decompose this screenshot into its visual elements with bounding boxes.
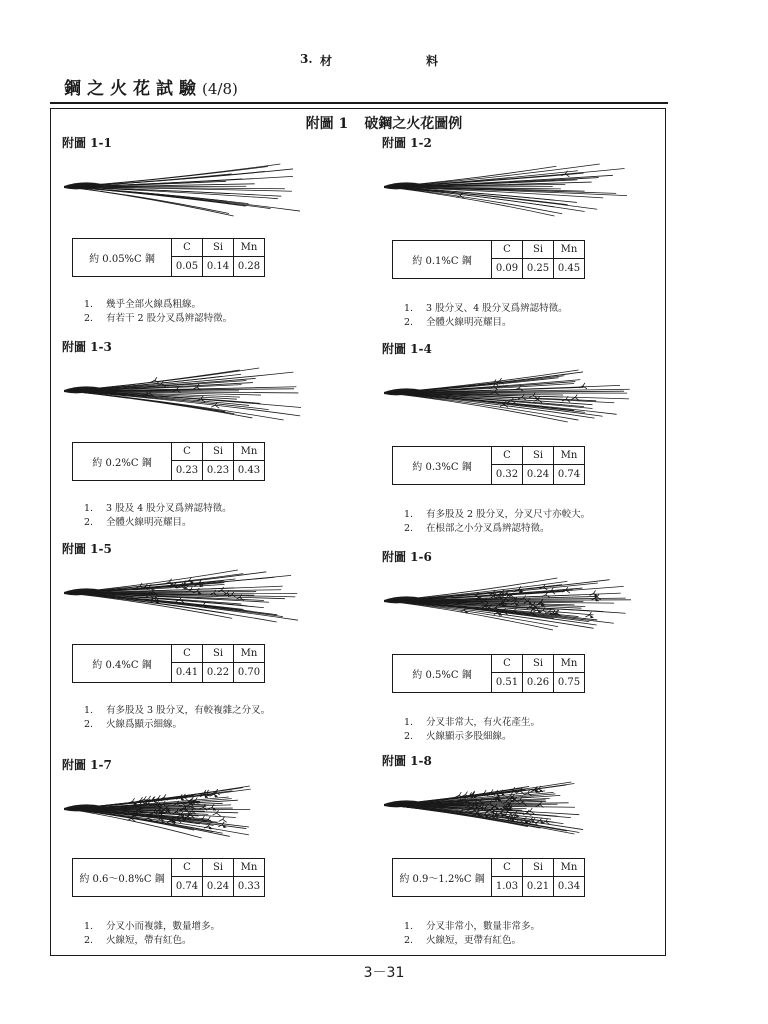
note-number: 1. [404, 303, 414, 314]
composition-table [72, 858, 265, 897]
panel-notes [84, 298, 232, 326]
panel-notes [404, 302, 568, 330]
value-si: 0.21 [523, 877, 554, 897]
spark-stream-illustration [62, 780, 322, 840]
section-title [64, 74, 238, 100]
note-item [404, 920, 540, 934]
note-number: 2. [84, 517, 94, 528]
page-number: 3－31 [363, 965, 405, 981]
note-number: 1. [404, 717, 414, 728]
value-si: 0.25 [523, 259, 554, 279]
col-header-c: C [492, 859, 523, 877]
note-number: 1. [404, 509, 414, 520]
note-text: 分叉非常小，數量非常多。 [426, 921, 541, 932]
note-text: 有多股及 3 股分叉，有較複雜之分叉。 [106, 705, 271, 716]
note-number: 1. [84, 921, 94, 932]
col-header-c: C [172, 239, 203, 257]
col-header-mn: Mn [234, 239, 265, 257]
col-header-mn: Mn [234, 443, 265, 461]
note-number: 1. [84, 299, 94, 310]
header-rule [50, 102, 668, 104]
panel-label-prefix: 附圖 1-3 [62, 340, 112, 354]
col-header-c: C [492, 241, 523, 259]
note-item [84, 312, 232, 326]
panel-notes [404, 920, 540, 948]
panel-label [382, 752, 438, 769]
col-header-mn: Mn [554, 859, 585, 877]
panel-label [62, 134, 118, 151]
section-title-text: 鋼之火花試驗 [64, 79, 202, 99]
note-text: 3 股及 4 股分叉爲辨認特徵。 [106, 503, 232, 514]
col-header-mn: Mn [554, 241, 585, 259]
value-si: 0.22 [203, 663, 234, 683]
note-text: 全體火線明亮耀目。 [106, 517, 192, 528]
value-mn: 0.33 [234, 877, 265, 897]
note-text: 火線短，帶有紅色。 [106, 935, 192, 946]
composition-table [392, 654, 585, 693]
chapter-title-char-1: 材 [320, 54, 333, 68]
running-header [0, 52, 768, 70]
steel-grade: 約 0.5%C 鋼 [393, 655, 492, 693]
note-item [404, 716, 540, 730]
value-si: 0.23 [203, 461, 234, 481]
section-fraction: (4/8) [202, 80, 238, 98]
spark-stream-illustration [62, 564, 322, 624]
panel-label [62, 756, 118, 773]
spark-panel [382, 134, 682, 334]
col-header-c: C [492, 655, 523, 673]
panel-notes [404, 508, 590, 536]
spark-stream-illustration [382, 158, 642, 218]
value-mn: 0.34 [554, 877, 585, 897]
note-item [404, 316, 568, 330]
value-c: 0.23 [172, 461, 203, 481]
note-number: 2. [404, 523, 414, 534]
composition-table [72, 442, 265, 481]
note-item [84, 298, 232, 312]
note-text: 幾乎全部火線爲粗線。 [106, 299, 202, 310]
steel-grade: 約 0.05%C 鋼 [73, 239, 172, 277]
note-item [404, 522, 590, 536]
note-number: 1. [404, 921, 414, 932]
value-mn: 0.74 [554, 465, 585, 485]
panel-label-prefix: 附圖 1-1 [62, 136, 112, 150]
panel-label [62, 540, 118, 557]
note-item [84, 502, 232, 516]
chapter-number: 3. [300, 52, 313, 66]
col-header-mn: Mn [554, 655, 585, 673]
note-item [84, 516, 232, 530]
col-header-si: Si [203, 645, 234, 663]
col-header-c: C [172, 645, 203, 663]
panel-label-prefix: 附圖 1-2 [382, 136, 432, 150]
panel-label-prefix: 附圖 1-8 [382, 754, 432, 768]
note-number: 2. [84, 313, 94, 324]
value-c: 0.32 [492, 465, 523, 485]
figure-caption: 破鋼之火花圖例 [364, 116, 463, 132]
panel-notes [84, 920, 220, 948]
note-text: 在根部之小分叉爲辨認特徵。 [426, 523, 550, 534]
note-number: 2. [84, 935, 94, 946]
figure-label: 附圖 1 [305, 116, 349, 132]
note-item [404, 730, 540, 744]
col-header-c: C [172, 443, 203, 461]
steel-grade: 約 0.3%C 鋼 [393, 447, 492, 485]
note-text: 火線短，更帶有紅色。 [426, 935, 522, 946]
value-c: 0.74 [172, 877, 203, 897]
value-c: 0.09 [492, 259, 523, 279]
value-mn: 0.45 [554, 259, 585, 279]
panel-notes [84, 704, 270, 732]
value-si: 0.26 [523, 673, 554, 693]
note-number: 1. [84, 503, 94, 514]
composition-table [72, 644, 265, 683]
steel-grade: 約 0.2%C 鋼 [73, 443, 172, 481]
spark-panel [382, 340, 682, 540]
panel-notes [404, 716, 540, 744]
value-si: 0.14 [203, 257, 234, 277]
spark-panel [62, 756, 362, 956]
note-text: 有若干 2 股分叉爲辨認特徵。 [106, 313, 233, 324]
note-text: 全體火線明亮耀目。 [426, 317, 512, 328]
note-text: 分叉非常大，有火花產生。 [426, 717, 541, 728]
note-text: 3 股分叉、4 股分叉爲辨認特徵。 [426, 303, 568, 314]
col-header-si: Si [523, 241, 554, 259]
steel-grade: 約 0.1%C 鋼 [393, 241, 492, 279]
steel-grade: 約 0.4%C 鋼 [73, 645, 172, 683]
col-header-mn: Mn [234, 859, 265, 877]
col-header-si: Si [203, 443, 234, 461]
value-si: 0.24 [523, 465, 554, 485]
value-mn: 0.75 [554, 673, 585, 693]
panel-label-prefix: 附圖 1-6 [382, 550, 432, 564]
col-header-si: Si [203, 239, 234, 257]
note-number: 2. [404, 317, 414, 328]
panel-label [382, 340, 438, 357]
note-number: 2. [404, 731, 414, 742]
spark-stream-illustration [62, 158, 322, 218]
spark-panel [62, 338, 362, 538]
col-header-mn: Mn [234, 645, 265, 663]
col-header-si: Si [523, 655, 554, 673]
panel-label-prefix: 附圖 1-7 [62, 758, 112, 772]
spark-panel [382, 752, 682, 952]
composition-table [392, 240, 585, 279]
value-c: 0.05 [172, 257, 203, 277]
note-item [84, 920, 220, 934]
panel-label [382, 134, 438, 151]
note-item [404, 508, 590, 522]
panel-label-prefix: 附圖 1-4 [382, 342, 432, 356]
spark-panel [382, 548, 682, 748]
panel-label [62, 338, 118, 355]
value-si: 0.24 [203, 877, 234, 897]
spark-stream-illustration [382, 776, 642, 836]
panel-label [382, 548, 438, 565]
note-text: 火線顯示多股細線。 [426, 731, 512, 742]
steel-grade: 約 0.6～0.8%C 鋼 [73, 859, 172, 897]
note-item [404, 302, 568, 316]
spark-stream-illustration [382, 364, 642, 424]
note-number: 1. [84, 705, 94, 716]
note-number: 2. [84, 719, 94, 730]
col-header-c: C [492, 447, 523, 465]
value-mn: 0.43 [234, 461, 265, 481]
value-c: 0.51 [492, 673, 523, 693]
col-header-c: C [172, 859, 203, 877]
panel-notes [84, 502, 232, 530]
steel-grade: 約 0.9～1.2%C 鋼 [393, 859, 492, 897]
note-text: 火線爲顯示細線。 [106, 719, 183, 730]
col-header-si: Si [203, 859, 234, 877]
value-c: 1.03 [492, 877, 523, 897]
spark-panel [62, 134, 362, 334]
col-header-mn: Mn [554, 447, 585, 465]
note-item [84, 704, 270, 718]
col-header-si: Si [523, 447, 554, 465]
value-mn: 0.28 [234, 257, 265, 277]
spark-stream-illustration [62, 362, 322, 422]
note-text: 有多股及 2 股分叉，分叉尺寸亦較大。 [426, 509, 591, 520]
note-item [84, 718, 270, 732]
figure-title [0, 113, 768, 133]
value-mn: 0.70 [234, 663, 265, 683]
spark-panel [62, 540, 362, 740]
note-text: 分叉小而複雜，數量增多。 [106, 921, 221, 932]
note-item [404, 934, 540, 948]
chapter-title-char-2: 料 [426, 54, 439, 68]
composition-table [392, 858, 585, 897]
value-c: 0.41 [172, 663, 203, 683]
panel-label-prefix: 附圖 1-5 [62, 542, 112, 556]
note-number: 2. [404, 935, 414, 946]
note-item [84, 934, 220, 948]
spark-stream-illustration [382, 572, 642, 632]
composition-table [72, 238, 265, 277]
col-header-si: Si [523, 859, 554, 877]
composition-table [392, 446, 585, 485]
